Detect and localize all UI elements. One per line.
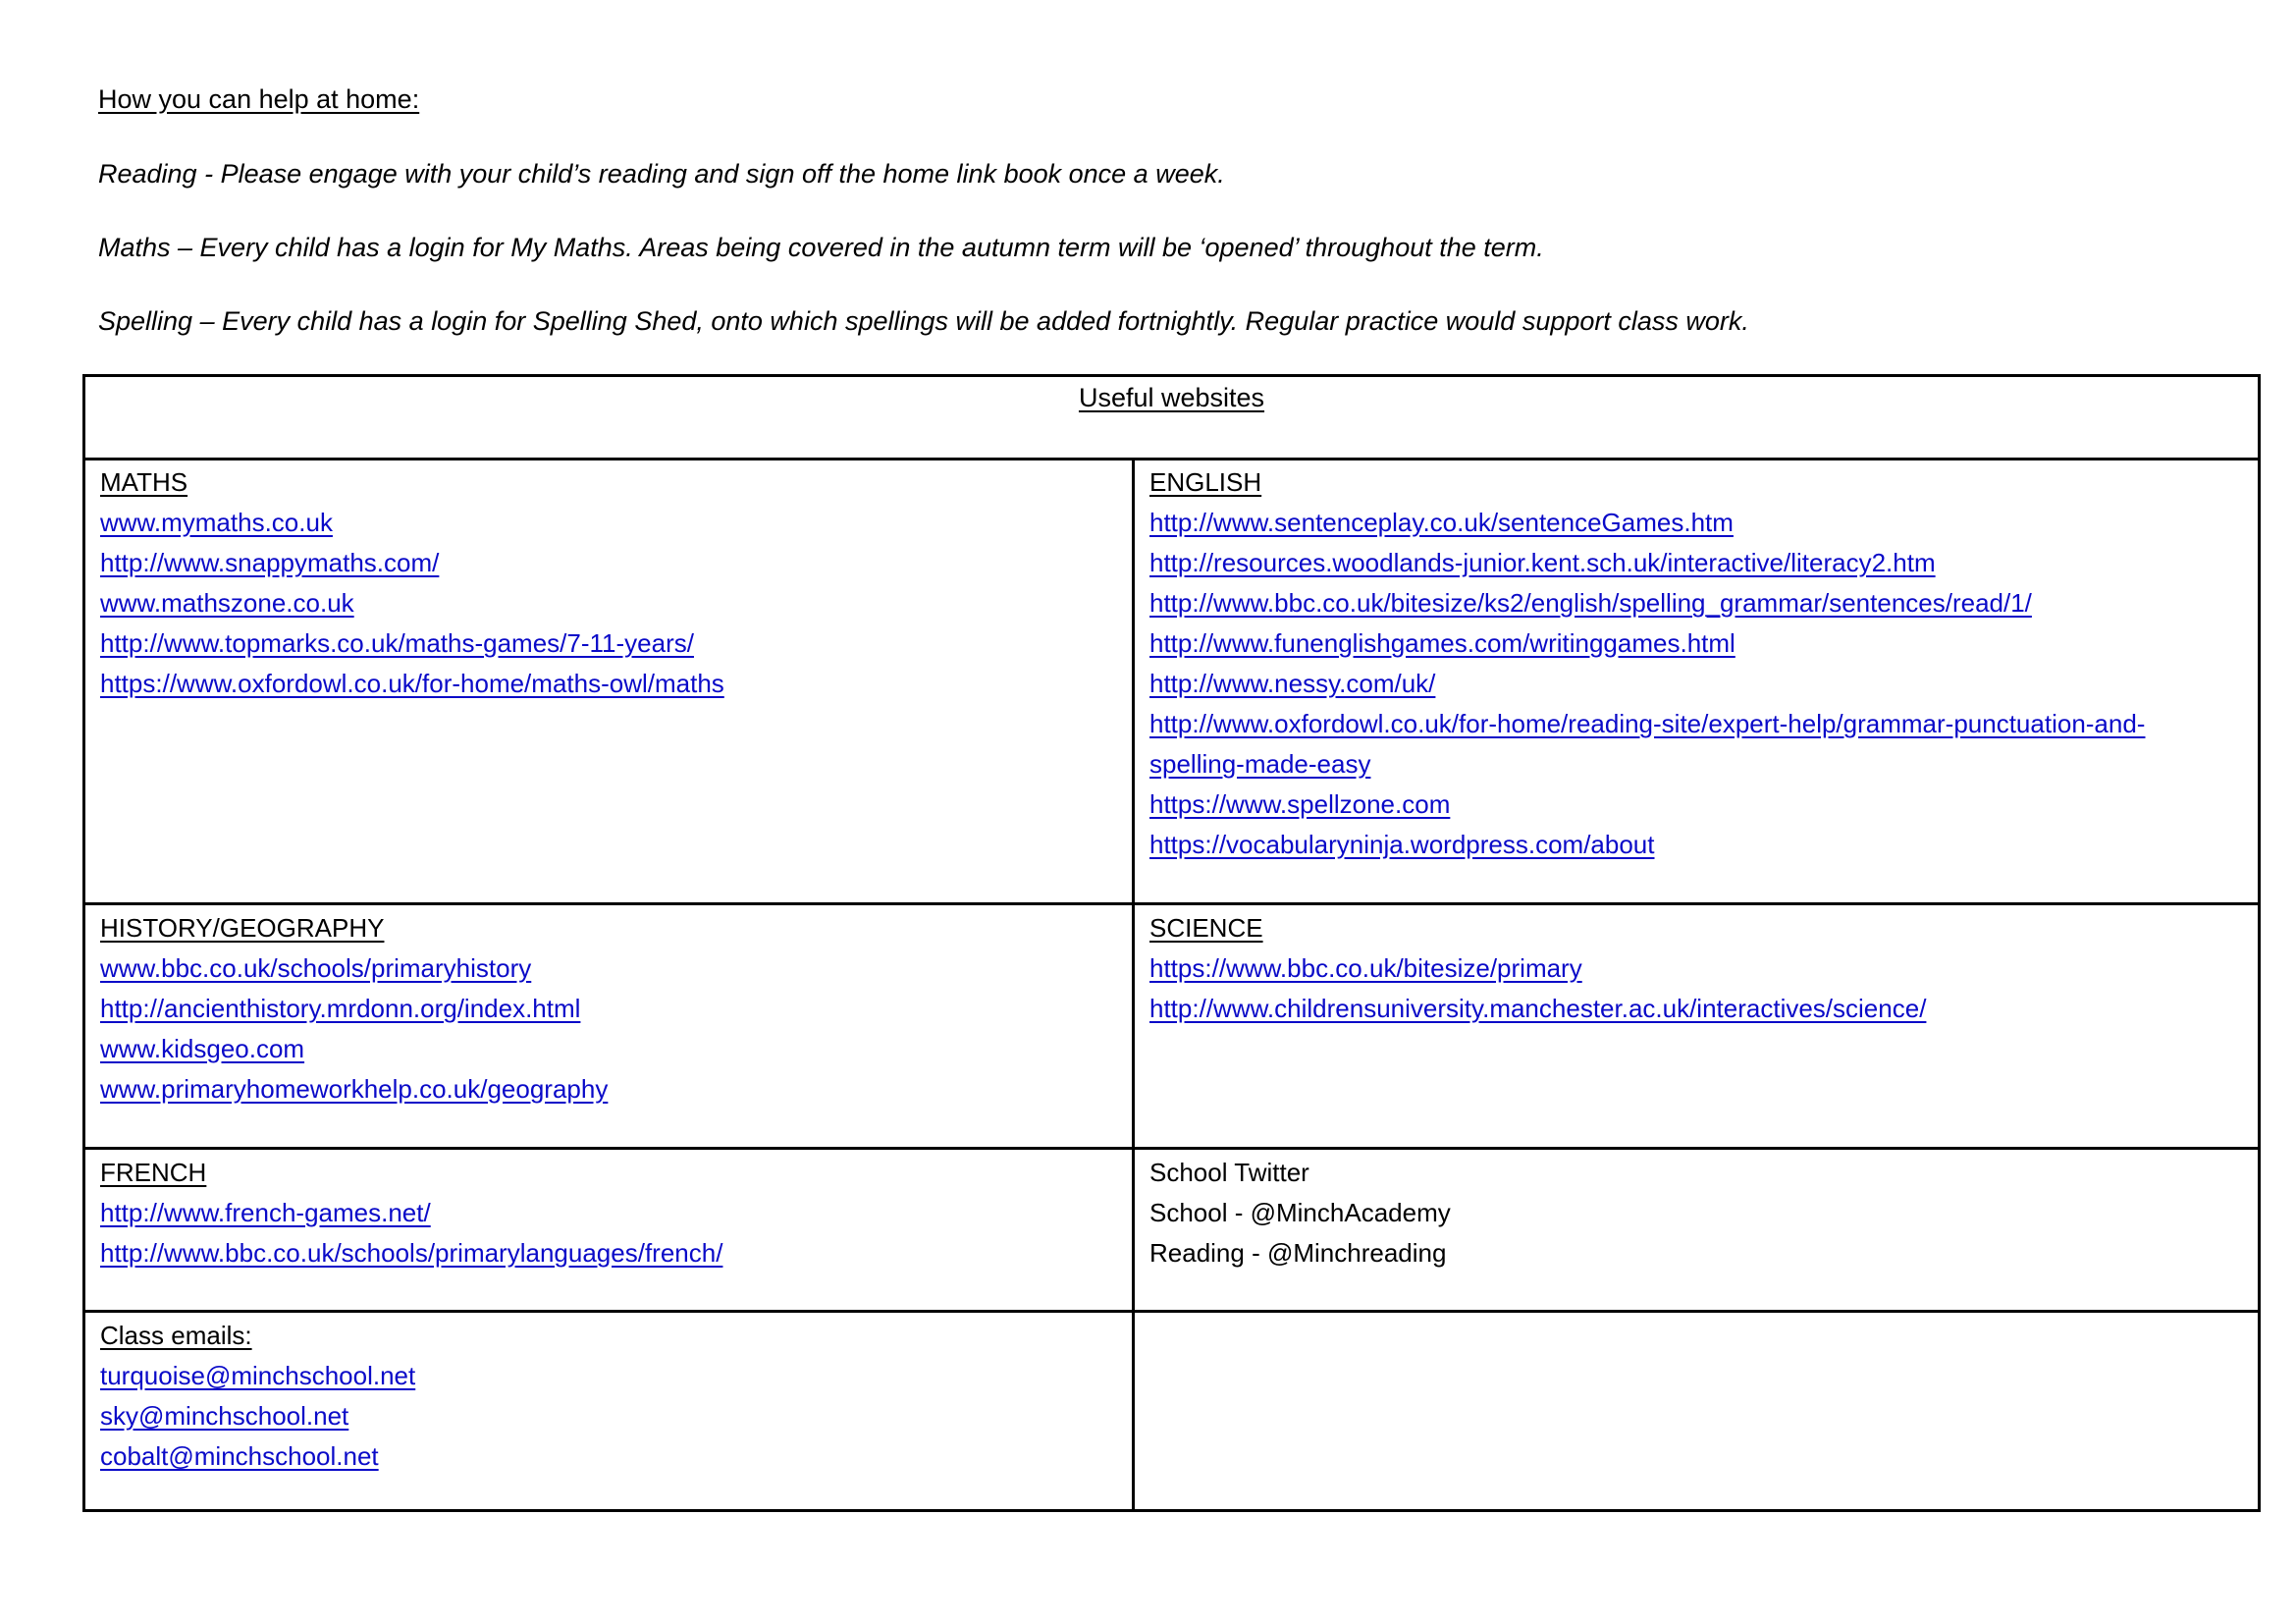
- english-link[interactable]: https://www.spellzone.com: [1149, 789, 1451, 819]
- history-link[interactable]: www.bbc.co.uk/schools/primaryhistory: [100, 953, 532, 983]
- maths-cell: [100, 462, 724, 704]
- email-link[interactable]: turquoise@minchschool.net: [100, 1361, 416, 1390]
- english-cell: [1149, 462, 2210, 865]
- english-link[interactable]: http://www.nessy.com/uk/: [1149, 669, 1436, 698]
- spelling-instruction: Spelling – Every child has a login for Spelling Shed, onto which spellings will be added fortnightly. Regular practice would support class work.: [98, 306, 1749, 336]
- science-link[interactable]: http://www.childrensuniversity.manchester.ac.uk/interactives/science/: [1149, 994, 1927, 1023]
- english-link[interactable]: https://vocabularyninja.wordpress.com/about: [1149, 830, 1655, 859]
- email-link[interactable]: cobalt@minchschool.net: [100, 1441, 379, 1471]
- row-divider: [85, 1310, 2258, 1313]
- history-geography-cell: [100, 908, 608, 1110]
- english-link[interactable]: http://resources.woodlands-junior.kent.sch.uk/interactive/literacy2.htm: [1149, 548, 1936, 577]
- english-link[interactable]: http://www.bbc.co.uk/bitesize/ks2/english/spelling_grammar/sentences/read/1/: [1149, 588, 2032, 618]
- useful-websites-table: [82, 374, 2261, 1512]
- french-cell: [100, 1153, 722, 1273]
- maths-link[interactable]: https://www.oxfordowl.co.uk/for-home/maths-owl/maths: [100, 669, 724, 698]
- maths-heading: MATHS: [100, 467, 188, 497]
- school-twitter-heading: School Twitter: [1149, 1158, 1309, 1187]
- french-link[interactable]: http://www.french-games.net/: [100, 1198, 431, 1227]
- table-caption: Useful websites: [1078, 383, 1265, 412]
- maths-link[interactable]: http://www.snappymaths.com/: [100, 548, 440, 577]
- class-emails-cell: [100, 1316, 415, 1477]
- twitter-handle: Reading - @Minchreading: [1149, 1238, 1447, 1268]
- email-link[interactable]: sky@minchschool.net: [100, 1401, 349, 1431]
- english-link[interactable]: http://www.oxfordowl.co.uk/for-home/reading-site/expert-help/grammar-punctuation-and-spelling-made-easy: [1149, 709, 2146, 779]
- reading-instruction: Reading - Please engage with your child’s reading and sign off the home link book once a week.: [98, 159, 1225, 189]
- science-cell: [1149, 908, 1926, 1029]
- maths-link[interactable]: http://www.topmarks.co.uk/maths-games/7-11-years/: [100, 628, 694, 658]
- row-divider: [85, 1147, 2258, 1150]
- class-emails-heading: Class emails:: [100, 1321, 252, 1350]
- science-heading: SCIENCE: [1149, 913, 1263, 943]
- row-divider: [85, 458, 2258, 460]
- table-caption-row: [85, 381, 2258, 414]
- french-link[interactable]: http://www.bbc.co.uk/schools/primarylanguages/french/: [100, 1238, 723, 1268]
- history-geography-heading: HISTORY/GEOGRAPHY: [100, 913, 385, 943]
- row-divider: [85, 902, 2258, 905]
- twitter-handle: School - @MinchAcademy: [1149, 1198, 1451, 1227]
- history-link[interactable]: www.kidsgeo.com: [100, 1034, 305, 1063]
- english-link[interactable]: http://www.sentenceplay.co.uk/sentenceGames.htm: [1149, 508, 1734, 537]
- history-link[interactable]: http://ancienthistory.mrdonn.org/index.html: [100, 994, 581, 1023]
- history-link[interactable]: www.primaryhomeworkhelp.co.uk/geography: [100, 1074, 609, 1104]
- maths-link[interactable]: www.mymaths.co.uk: [100, 508, 333, 537]
- page-heading: How you can help at home:: [98, 84, 420, 114]
- english-link[interactable]: http://www.funenglishgames.com/writinggames.html: [1149, 628, 1735, 658]
- maths-link[interactable]: www.mathszone.co.uk: [100, 588, 354, 618]
- science-link[interactable]: https://www.bbc.co.uk/bitesize/primary: [1149, 953, 1582, 983]
- french-heading: FRENCH: [100, 1158, 207, 1187]
- school-twitter-cell: [1149, 1153, 1451, 1273]
- column-divider: [1132, 458, 1135, 1509]
- maths-instruction: Maths – Every child has a login for My Maths. Areas being covered in the autumn term will be ‘opened’ throughout the term.: [98, 233, 1544, 262]
- english-heading: ENGLISH: [1149, 467, 1262, 497]
